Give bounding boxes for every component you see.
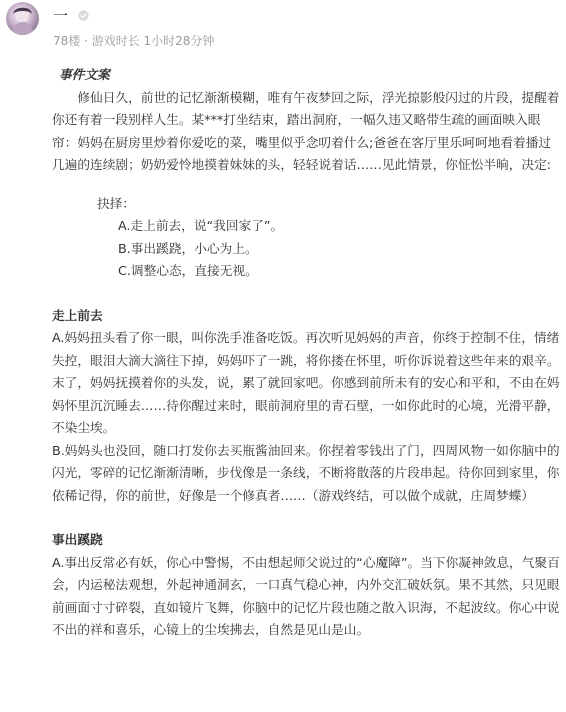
section-title-approach: 走上前去 bbox=[52, 307, 103, 323]
option-c: C.调整心态，直接无视。 bbox=[118, 263, 258, 278]
story-intro: 修仙日久，前世的记忆渐渐模糊，唯有午夜梦回之际，浮光掠影般闪过的片段，提醒着你还有着一段别样人生。某***打坐结束，踏出洞府，一幅久违又略带生疏的画面映入眼帘：妈妈在厨房里炒着你爱吃的菜，嘴里似乎念叨着什么;爸爸在客厅里乐呵呵地看着播过几遍的连续剧；奶奶爱怜地摸着妹妹的头，轻轻说着话……见此情景，你怔忪半晌，决定: bbox=[52, 89, 560, 172]
verify-badge-icon bbox=[78, 10, 89, 21]
section-approach-b: B.妈妈头也没回，随口打发你去买瓶酱油回来。你捏着零钱出了门，四周风物一如你脑中的闪光，零碎的记忆渐渐清晰，步伐像是一条线，不断将散落的片段串起。待你回到家里，你依稀记得，你的前世，好像是一个修真者……（游戏终结，可以做个成就，庄周梦蝶） bbox=[52, 442, 560, 503]
option-b: B.事出蹊跷，小心为上。 bbox=[118, 240, 258, 256]
choose-label: 抉择： bbox=[97, 195, 136, 211]
post-header bbox=[0, 0, 566, 56]
section-suspicious-a: A.事出反常必有妖，你心中警惕，不由想起师父说过的“心魔障”。当下你凝神敛息，气聚百会，内运秘法观想，外起神通洞玄，一口真气稳心神，内外交汇破妖氛。果不其然，只见眼前画面寸寸碎裂，直如镜片飞舞，你脑中的记忆片段也随之散入识海，不起波纹。你心中说不出的祥和喜乐，心镜上的尘埃拂去，自然是见山是山。 bbox=[52, 554, 560, 637]
spacer bbox=[52, 507, 562, 529]
option-a: A.走上前去，说“我回家了”。 bbox=[118, 218, 284, 233]
section-approach-a: A.妈妈扭头看了你一眼，叫你洗手准备吃饭。再次听见妈妈的声音，你终于控制不住，情绪失控，眼泪大滴大滴往下掉，妈妈吓了一跳，将你搂在怀里，听你诉说着这些年来的艰辛。末了，妈妈抚摸着你的头发，说，累了就回家吧。你感到前所未有的安心和平和，不由在妈妈怀里沉沉睡去……待你醒过来时，眼前洞府里的青石壁，一如你此时的心境，光滑平静，不染尘埃。 bbox=[52, 330, 560, 435]
avatar-image bbox=[6, 2, 39, 35]
username[interactable]: 一 bbox=[53, 7, 69, 25]
avatar[interactable] bbox=[6, 2, 39, 35]
post-meta: 78楼 · 游戏时长 1小时28分钟 bbox=[53, 34, 215, 48]
story-title: 事件文案 bbox=[59, 67, 110, 82]
section-title-suspicious: 事出蹊跷 bbox=[52, 532, 103, 547]
post-content bbox=[52, 64, 562, 642]
